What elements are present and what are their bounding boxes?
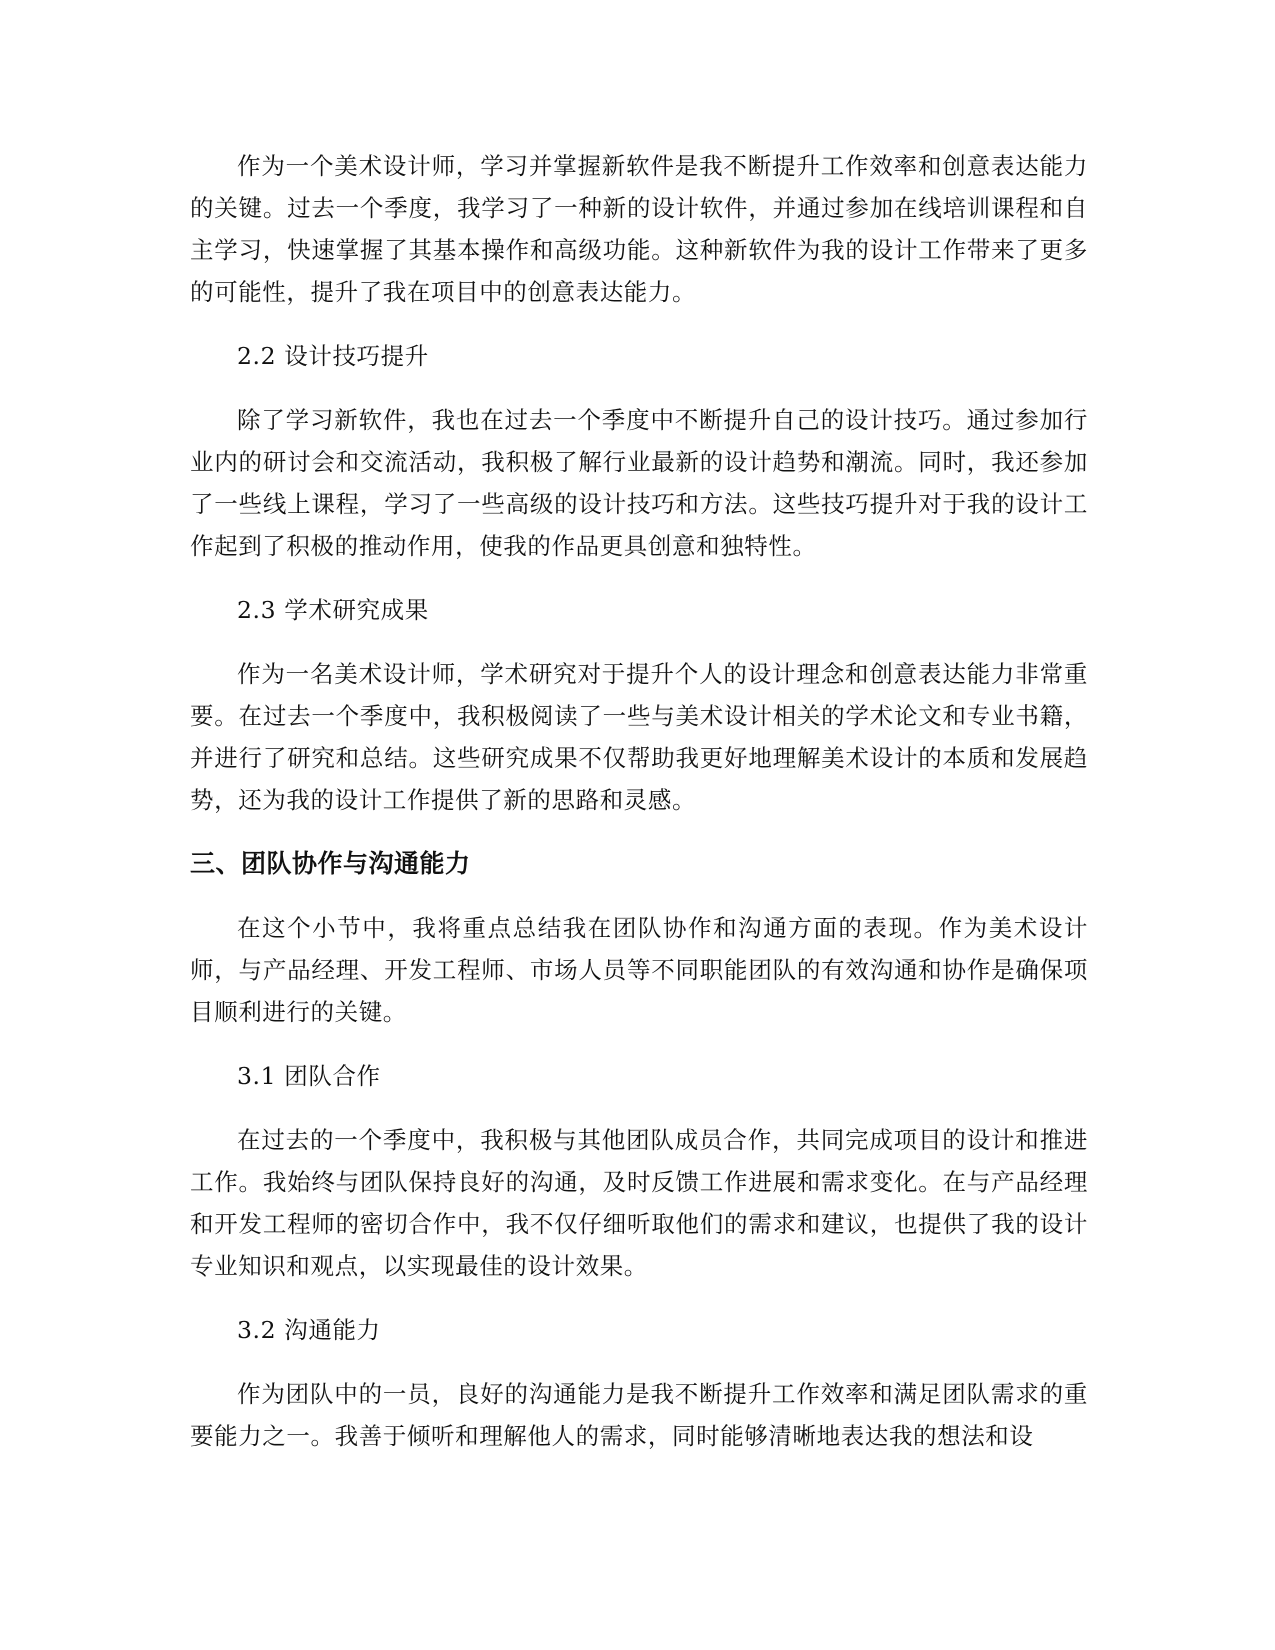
paragraph-academic-research: 作为一名美术设计师，学术研究对于提升个人的设计理念和创意表达能力非常重要。在过去一个季度中，我积极阅读了一些与美术设计相关的学术论文和专业书籍，并进行了研究和总结。这些研究成果不仅帮助我更好地理解美术设计的本质和发展趋势，还为我的设计工作提供了新的思路和灵感。 (190, 660, 1088, 814)
paragraph-design-skills: 除了学习新软件，我也在过去一个季度中不断提升自己的设计技巧。通过参加行业内的研讨会和交流活动，我积极了解行业最新的设计趋势和潮流。同时，我还参加了一些线上课程，学习了一些高级的设计技巧和方法。这些技巧提升对于我的设计工作起到了积极的推动作用，使我的作品更具创意和独特性。 (190, 406, 1088, 560)
subheading-design-skills: 2.2 设计技巧提升 (237, 342, 429, 370)
section-heading-teamwork: 三、团队协作与沟通能力 (190, 849, 471, 878)
subheading-academic-research: 2.3 学术研究成果 (237, 596, 429, 624)
subheading-team-cooperation: 3.1 团队合作 (237, 1062, 381, 1090)
paragraph-teamwork-intro: 在这个小节中，我将重点总结我在团队协作和沟通方面的表现。作为美术设计师，与产品经理、开发工程师、市场人员等不同职能团队的有效沟通和协作是确保项目顺利进行的关键。 (190, 914, 1088, 1026)
document-body (190, 145, 1088, 1479)
paragraph-team-cooperation: 在过去的一个季度中，我积极与其他团队成员合作，共同完成项目的设计和推进工作。我始终与团队保持良好的沟通，及时反馈工作进展和需求变化。在与产品经理和开发工程师的密切合作中，我不仅仔细听取他们的需求和建议，也提供了我的设计专业知识和观点，以实现最佳的设计效果。 (190, 1126, 1088, 1280)
paragraph-new-software: 作为一个美术设计师，学习并掌握新软件是我不断提升工作效率和创意表达能力的关键。过去一个季度，我学习了一种新的设计软件，并通过参加在线培训课程和自主学习，快速掌握了其基本操作和高级功能。这种新软件为我的设计工作带来了更多的可能性，提升了我在项目中的创意表达能力。 (190, 152, 1088, 306)
paragraph-communication: 作为团队中的一员，良好的沟通能力是我不断提升工作效率和满足团队需求的重要能力之一。我善于倾听和理解他人的需求，同时能够清晰地表达我的想法和设 (190, 1380, 1088, 1450)
subheading-communication: 3.2 沟通能力 (237, 1316, 381, 1344)
